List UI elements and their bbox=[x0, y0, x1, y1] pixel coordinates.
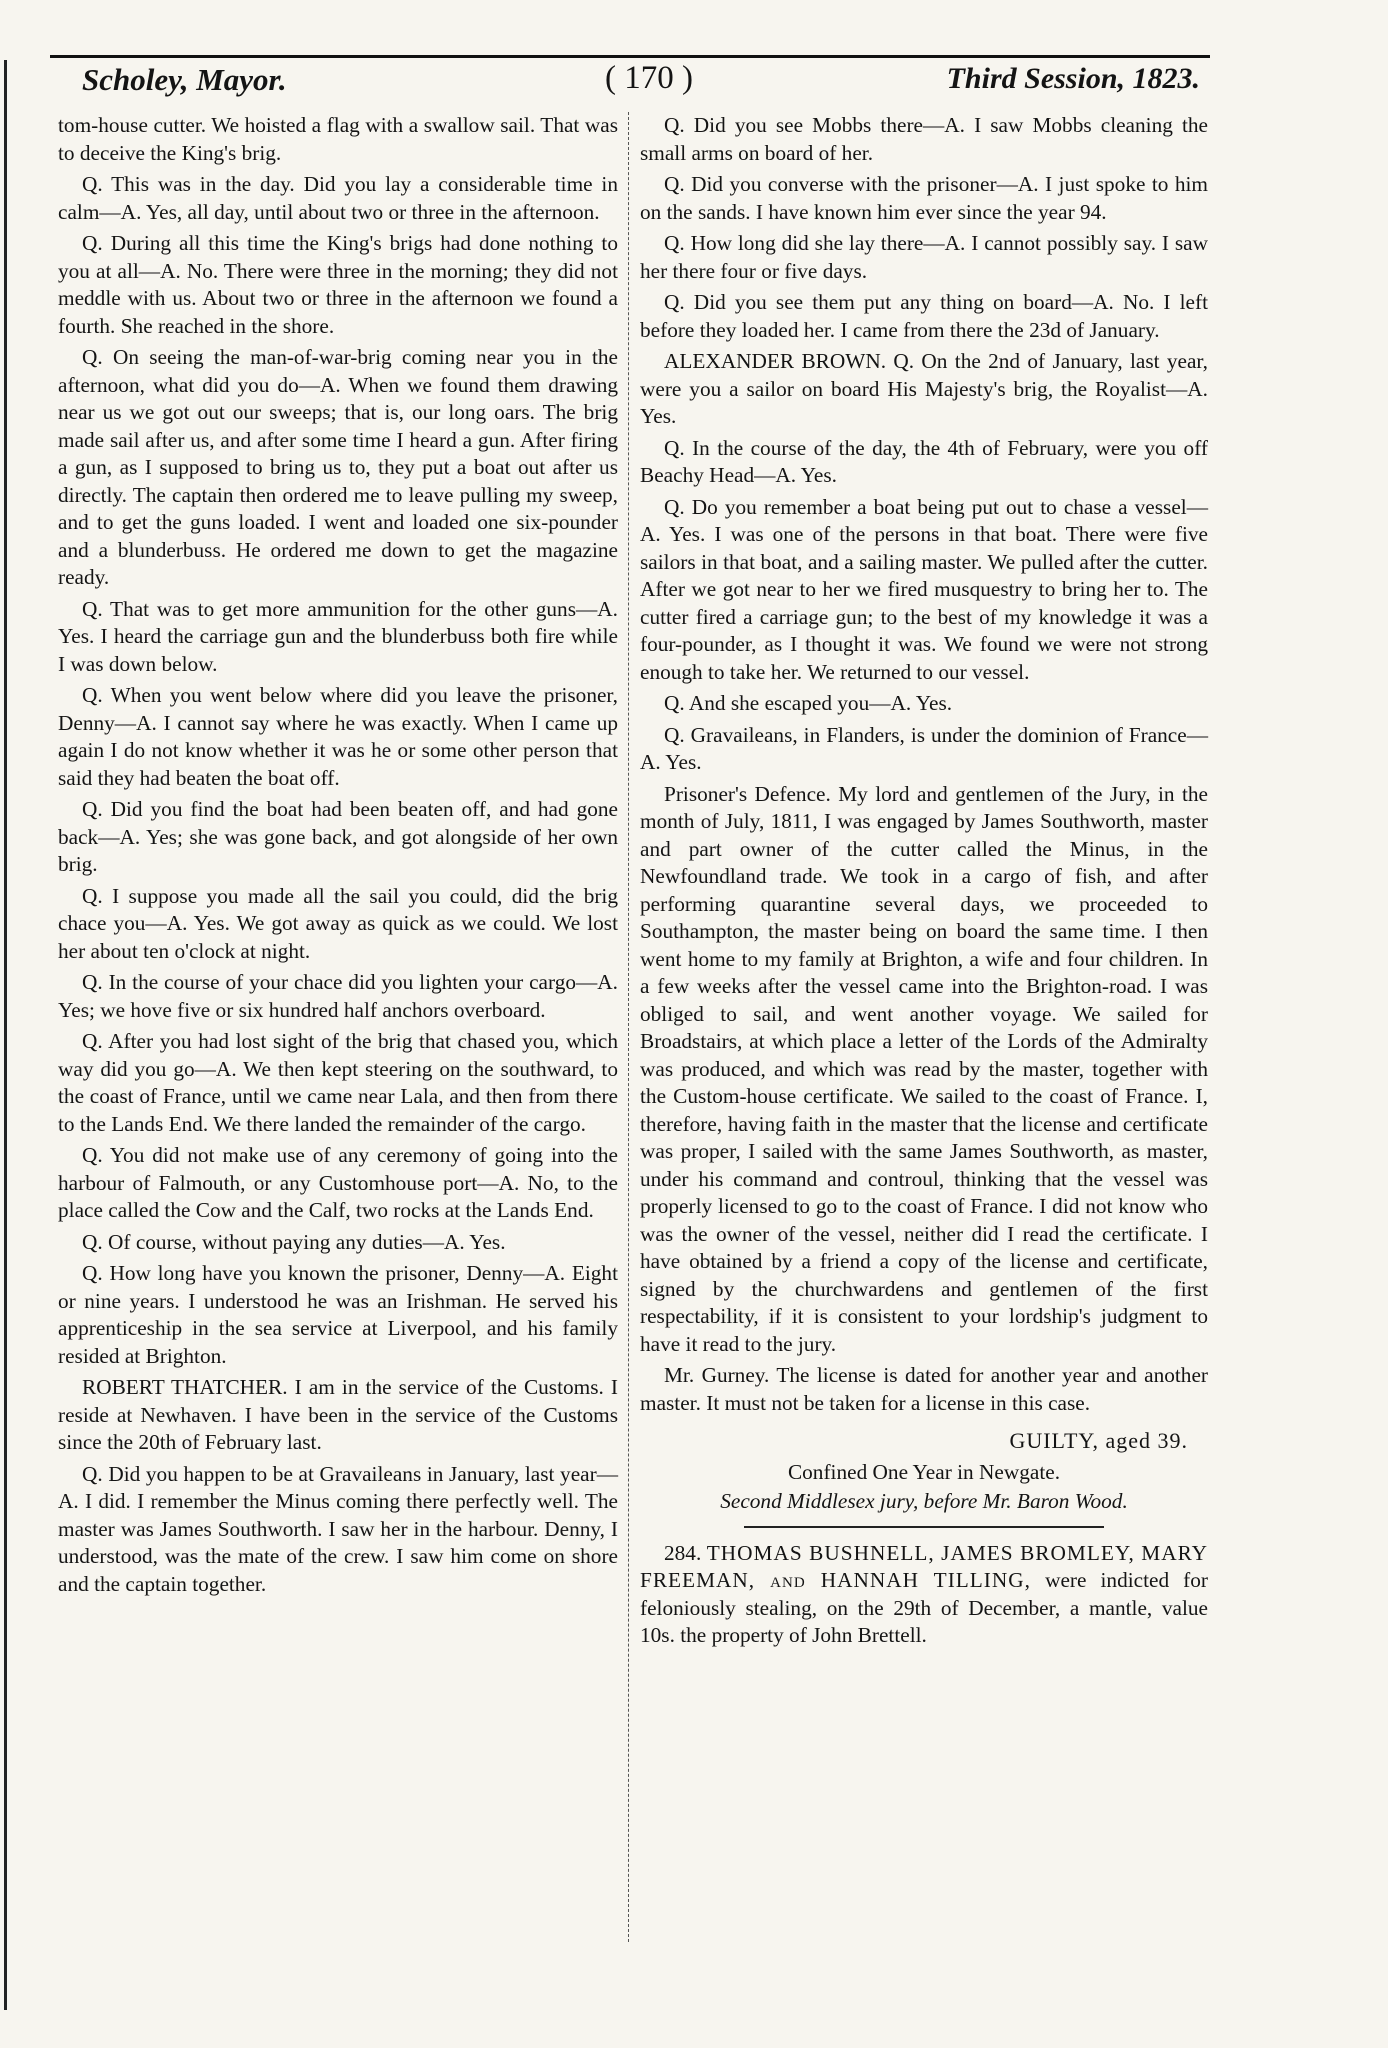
paragraph: Mr. Gurney. The license is dated for another year and another master. It must not be taken for a license in this case. bbox=[640, 1363, 1208, 1415]
paragraph: Q. Do you remember a boat being put out to chase a vessel—A. Yes. I was one of the persons in that boat. There were five sailors in that boat, and a sailing master. We pulled after the cutter. After we got near to her we fired musquestry to bring her to. The cutter fired a carriage gun; to the best of my knowledge it was a four-pounder, as I thought it was. We found we were not strong enough to take her. We returned to our vessel. bbox=[640, 494, 1208, 684]
verdict: GUILTY, aged 39. bbox=[1009, 1428, 1188, 1453]
page-header bbox=[50, 55, 1210, 106]
paragraph: Q. Did you see them put any thing on board—A. No. I left before they loaded her. I came from there the 23d of January. bbox=[640, 290, 1208, 342]
court-line: Second Middlesex jury, before Mr. Baron Wood. bbox=[720, 1489, 1128, 1513]
paragraph: Q. Gravaileans, in Flanders, is under the dominion of France—A. Yes. bbox=[640, 722, 1208, 774]
paragraph: Q. This was in the day. Did you lay a considerable time in calm—A. Yes, all day, until about two or three in the afternoon. bbox=[58, 172, 618, 224]
sentence: Confined One Year in Newgate. bbox=[787, 1459, 1061, 1484]
left-column bbox=[58, 112, 618, 1602]
paragraph: Q. In the course of the day, the 4th of February, were you off Beachy Head—A. Yes. bbox=[640, 435, 1208, 487]
page-left-edge bbox=[4, 60, 7, 2010]
paragraph: Q. I suppose you made all the sail you could, did the brig chace you—A. Yes. We got away as quick as we could. We lost her about ten o'clock at night. bbox=[58, 883, 618, 963]
case-separator bbox=[744, 1526, 1104, 1528]
right-column bbox=[640, 112, 1208, 1654]
paragraph: Q. Did you converse with the prisoner—A. I just spoke to him on the sands. I have known him ever since the year 94. bbox=[640, 172, 1208, 224]
page-number: ( 170 ) bbox=[605, 60, 693, 96]
paragraph: Q. How long did she lay there—A. I cannot possibly say. I saw her there four or five days. bbox=[640, 231, 1208, 283]
paragraph: Q. Did you happen to be at Gravaileans in January, last year—A. I did. I remember the Minus coming there perfectly well. The master was James Southworth. I saw her in the harbour. Denny, I understood, was the mate of the crew. I saw him come on shore and the captain together. bbox=[58, 1461, 618, 1596]
paragraph: ALEXANDER BROWN. Q. On the 2nd of January, last year, were you a sailor on board His Majesty's brig, the Royalist—A. Yes. bbox=[640, 349, 1208, 428]
paragraph: Q. After you had lost sight of the brig that chased you, which way did you go—A. We then kept steering on the southward, to the coast of France, until we came near Lala, and then from there to the Lands End. We there landed the remainder of the cargo. bbox=[58, 1029, 618, 1136]
paragraph: Q. That was to get more ammunition for the other guns—A. Yes. I heard the carriage gun and the blunderbuss both fire while I was down below. bbox=[58, 596, 618, 676]
paragraph: Q. How long have you known the prisoner, Denny—A. Eight or nine years. I understood he was an Irishman. He served his apprenticeship in the sea service at Liverpool, and his family resided at Brighton. bbox=[58, 1261, 618, 1368]
paragraph: Q. In the course of your chace did you lighten your cargo—A. Yes; we hove five or six hundred half anchors overboard. bbox=[58, 970, 618, 1022]
column-divider bbox=[628, 112, 629, 1942]
case-charge: were indicted for feloniously stealing, on the 29th of December, a mantle, value 10s. the property of John Brettell. bbox=[640, 1568, 1209, 1647]
paragraph: Q. On seeing the man-of-war-brig coming near you in the afternoon, what did you do—A. When we found them drawing near us we got out our sweeps; that is, our long oars. The brig made sail after us, and after some time I heard a gun. After firing a gun, as I supposed to bring us to, they put a boat out after us directly. The captain then ordered me to leave pulling my sweep, and to get the guns loaded. I went and loaded one six-pounder and a blunderbuss. He ordered me down to get the magazine ready. bbox=[58, 345, 618, 589]
paragraph: tom-house cutter. We hoisted a flag with a swallow sail. That was to deceive the King's brig. bbox=[58, 113, 618, 165]
paragraph: Q. During all this time the King's brigs had done nothing to you at all—A. No. There were three in the morning; they did not meddle with us. About two or three in the afternoon we found a fourth. She reached in the shore. bbox=[58, 231, 618, 338]
paragraph: Q. Of course, without paying any duties—A. Yes. bbox=[82, 1229, 506, 1254]
paragraph: Q. Did you find the boat had been beaten off, and had gone back—A. Yes; she was gone back, and got alongside of her own brig. bbox=[58, 797, 618, 876]
paragraph: ROBERT THATCHER. I am in the service of the Customs. I reside at Newhaven. I have been in the service of the Customs since the 20th of February last. bbox=[58, 1375, 618, 1454]
case-defendants: THOMAS BUSHNELL, JAMES BROMLEY, MARY FREEMAN, and HANNAH TILLING, bbox=[640, 1540, 1209, 1592]
header-mayor: Scholey, Mayor. bbox=[82, 62, 287, 97]
paragraph: Q. And she escaped you—A. Yes. bbox=[664, 691, 953, 715]
paragraph: Q. You did not make use of any ceremony of going into the harbour of Falmouth, or any Customhouse port—A. No, to the place called the Cow and the Calf, two rocks at the Lands End. bbox=[58, 1143, 618, 1222]
paragraph: Q. Did you see Mobbs there—A. I saw Mobbs cleaning the small arms on board of her. bbox=[640, 113, 1208, 165]
paragraph: Q. When you went below where did you leave the prisoner, Denny—A. I cannot say where he was exactly. When I came up again I do not know whether it was he or some other person that said they had beaten the boat off. bbox=[58, 683, 618, 790]
next-case bbox=[640, 1540, 1208, 1650]
header-session: Third Session, 1823. bbox=[946, 62, 1200, 95]
case-number: 284. bbox=[664, 1540, 702, 1565]
paragraph: Prisoner's Defence. My lord and gentlemen of the Jury, in the month of July, 1811, I was engaged by James Southworth, master and part owner of the cutter called the Minus, in the Newfoundland trade. We took in a cargo of fish, and after performing quarantine several days, we proceeded to Southampton, the master being on board the same time. I then went home to my family at Brighton, a wife and four children. In a few weeks after the vessel came into the Brighton-road. I was obliged to sail, and went another voyage. We sailed for Broadstairs, at which place a letter of the Lords of the Admiralty was produced, and which was read by the master, together with the Custom-house certificate. We sailed to the coast of France. I, therefore, having faith in the master that the license and certificate was proper, I sailed with the same James Southworth, as master, under his command and controul, thinking that the vessel was properly licensed to go to the coast of France. I did not know who was the owner of the vessel, neither did I read the certificate. I have obtained by a friend a copy of the license and certificate, signed by the churchwardens and gentlemen of the first respectability, if it is consistent to your lordship's judgment to have it read to the jury. bbox=[640, 781, 1208, 1356]
